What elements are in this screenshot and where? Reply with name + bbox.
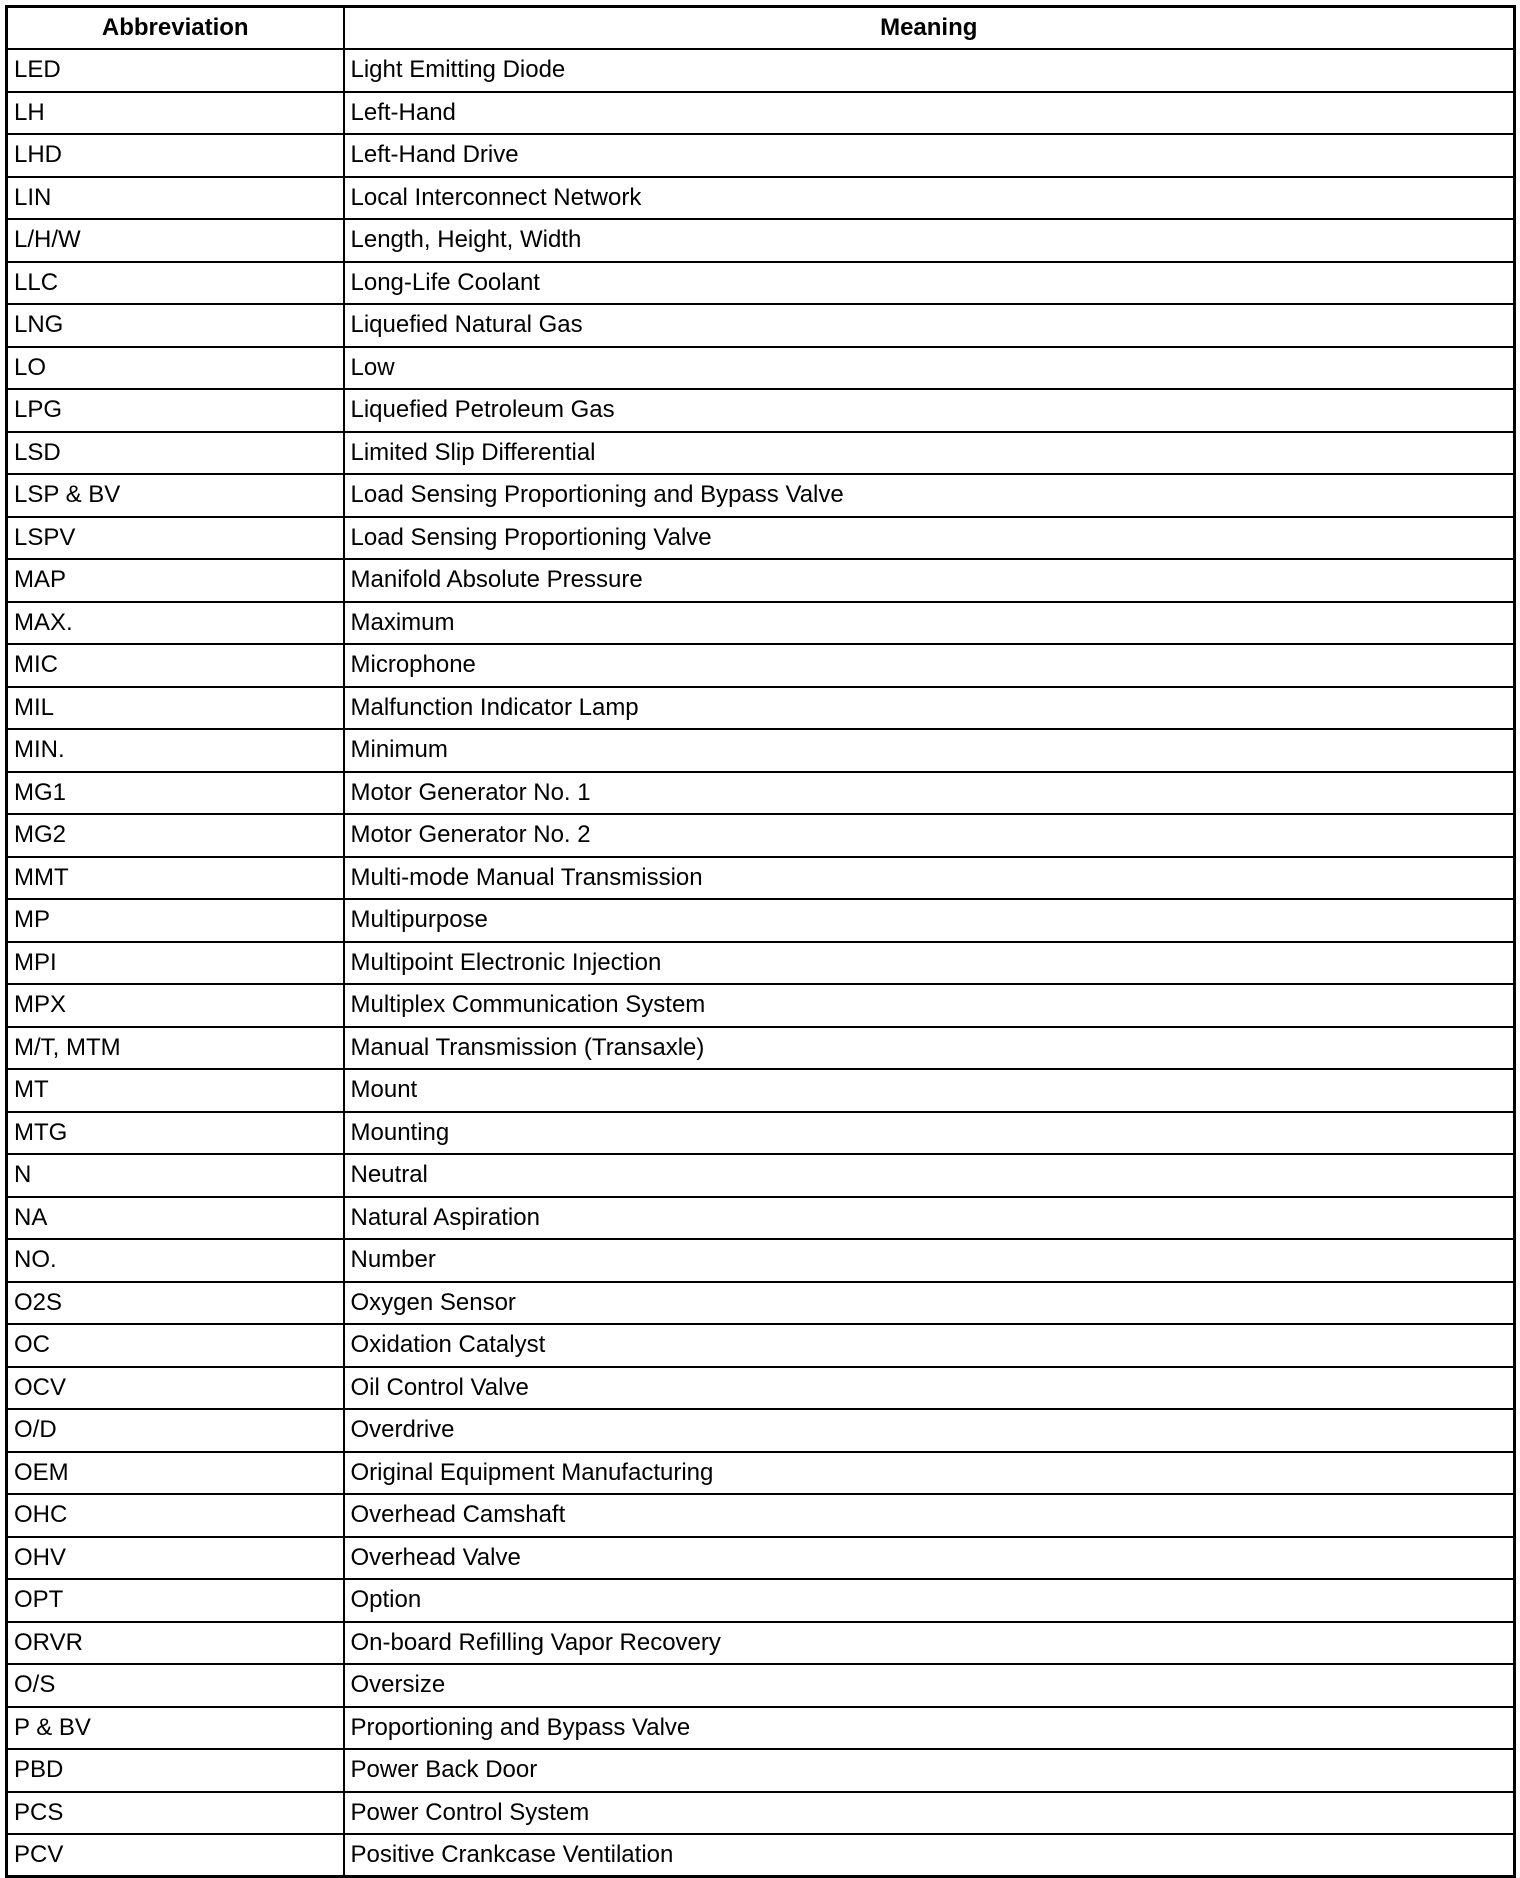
abbreviation-cell: LHD bbox=[7, 134, 344, 177]
table-row bbox=[7, 984, 1515, 1027]
table-row bbox=[7, 814, 1515, 857]
table-row bbox=[7, 1579, 1515, 1622]
abbreviation-table bbox=[5, 5, 1516, 1878]
meaning-cell: Maximum bbox=[344, 602, 1515, 645]
table-row bbox=[7, 1282, 1515, 1325]
abbreviation-cell: MPX bbox=[7, 984, 344, 1027]
table-row bbox=[7, 644, 1515, 687]
meaning-cell: Multiplex Communication System bbox=[344, 984, 1515, 1027]
table-row bbox=[7, 474, 1515, 517]
abbreviation-cell: ORVR bbox=[7, 1622, 344, 1665]
abbreviation-cell: OHV bbox=[7, 1537, 344, 1580]
abbreviation-cell: MIC bbox=[7, 644, 344, 687]
table-row bbox=[7, 347, 1515, 390]
table-row bbox=[7, 857, 1515, 900]
table-body bbox=[7, 49, 1515, 1877]
table-row bbox=[7, 1452, 1515, 1495]
abbreviation-cell: M/T, MTM bbox=[7, 1027, 344, 1070]
table-row bbox=[7, 304, 1515, 347]
meaning-cell: Left-Hand Drive bbox=[344, 134, 1515, 177]
table-row bbox=[7, 1622, 1515, 1665]
abbreviation-cell: MAP bbox=[7, 559, 344, 602]
abbreviation-cell: PCS bbox=[7, 1792, 344, 1835]
abbreviation-cell: MTG bbox=[7, 1112, 344, 1155]
meaning-cell: Motor Generator No. 2 bbox=[344, 814, 1515, 857]
meaning-cell: On-board Refilling Vapor Recovery bbox=[344, 1622, 1515, 1665]
abbreviation-cell: LED bbox=[7, 49, 344, 92]
meaning-cell: Length, Height, Width bbox=[344, 219, 1515, 262]
table-row bbox=[7, 432, 1515, 475]
meaning-cell: Local Interconnect Network bbox=[344, 177, 1515, 220]
table-row bbox=[7, 1154, 1515, 1197]
abbreviation-cell: MIL bbox=[7, 687, 344, 730]
meaning-cell: Low bbox=[344, 347, 1515, 390]
table-row bbox=[7, 1494, 1515, 1537]
abbreviation-cell: MAX. bbox=[7, 602, 344, 645]
meaning-cell: Oil Control Valve bbox=[344, 1367, 1515, 1410]
table-row bbox=[7, 177, 1515, 220]
meaning-cell: Multipurpose bbox=[344, 899, 1515, 942]
abbreviation-cell: LH bbox=[7, 92, 344, 135]
abbreviation-cell: P & BV bbox=[7, 1707, 344, 1750]
table-row bbox=[7, 49, 1515, 92]
meaning-cell: Positive Crankcase Ventilation bbox=[344, 1834, 1515, 1877]
table-row bbox=[7, 1707, 1515, 1750]
meaning-cell: Light Emitting Diode bbox=[344, 49, 1515, 92]
table-row bbox=[7, 1749, 1515, 1792]
meaning-cell: Overhead Camshaft bbox=[344, 1494, 1515, 1537]
meaning-cell: Motor Generator No. 1 bbox=[344, 772, 1515, 815]
column-header-meaning: Meaning bbox=[344, 7, 1515, 50]
table-header-row bbox=[7, 7, 1515, 50]
abbreviation-cell: PBD bbox=[7, 1749, 344, 1792]
meaning-cell: Oversize bbox=[344, 1664, 1515, 1707]
meaning-cell: Overdrive bbox=[344, 1409, 1515, 1452]
table-row bbox=[7, 942, 1515, 985]
abbreviation-cell: N bbox=[7, 1154, 344, 1197]
abbreviation-cell: MIN. bbox=[7, 729, 344, 772]
abbreviation-cell: MPI bbox=[7, 942, 344, 985]
abbreviation-cell: MT bbox=[7, 1069, 344, 1112]
abbreviation-cell: O2S bbox=[7, 1282, 344, 1325]
meaning-cell: Minimum bbox=[344, 729, 1515, 772]
abbreviation-cell: LO bbox=[7, 347, 344, 390]
meaning-cell: Liquefied Petroleum Gas bbox=[344, 389, 1515, 432]
abbreviation-cell: PCV bbox=[7, 1834, 344, 1877]
column-header-abbreviation: Abbreviation bbox=[7, 7, 344, 50]
meaning-cell: Original Equipment Manufacturing bbox=[344, 1452, 1515, 1495]
table-row bbox=[7, 559, 1515, 602]
table-row bbox=[7, 1324, 1515, 1367]
meaning-cell: Mounting bbox=[344, 1112, 1515, 1155]
abbreviation-cell: OEM bbox=[7, 1452, 344, 1495]
table-row bbox=[7, 1792, 1515, 1835]
abbreviation-cell: MMT bbox=[7, 857, 344, 900]
table-row bbox=[7, 1834, 1515, 1877]
abbreviation-cell: O/D bbox=[7, 1409, 344, 1452]
table-row bbox=[7, 1239, 1515, 1282]
meaning-cell: Power Back Door bbox=[344, 1749, 1515, 1792]
abbreviation-cell: MG1 bbox=[7, 772, 344, 815]
table-row bbox=[7, 262, 1515, 305]
meaning-cell: Natural Aspiration bbox=[344, 1197, 1515, 1240]
meaning-cell: Malfunction Indicator Lamp bbox=[344, 687, 1515, 730]
abbreviation-cell: O/S bbox=[7, 1664, 344, 1707]
table-row bbox=[7, 1112, 1515, 1155]
abbreviation-cell: LNG bbox=[7, 304, 344, 347]
table-row bbox=[7, 1367, 1515, 1410]
meaning-cell: Load Sensing Proportioning Valve bbox=[344, 517, 1515, 560]
meaning-cell: Multi-mode Manual Transmission bbox=[344, 857, 1515, 900]
table-row bbox=[7, 772, 1515, 815]
abbreviation-cell: LSD bbox=[7, 432, 344, 475]
table-row bbox=[7, 92, 1515, 135]
meaning-cell: Oxidation Catalyst bbox=[344, 1324, 1515, 1367]
table-row bbox=[7, 602, 1515, 645]
meaning-cell: Oxygen Sensor bbox=[344, 1282, 1515, 1325]
meaning-cell: Left-Hand bbox=[344, 92, 1515, 135]
table-row bbox=[7, 134, 1515, 177]
abbreviation-cell: LSP & BV bbox=[7, 474, 344, 517]
abbreviation-cell: OPT bbox=[7, 1579, 344, 1622]
abbreviation-cell: LIN bbox=[7, 177, 344, 220]
meaning-cell: Manual Transmission (Transaxle) bbox=[344, 1027, 1515, 1070]
meaning-cell: Load Sensing Proportioning and Bypass Valve bbox=[344, 474, 1515, 517]
abbreviation-cell: LLC bbox=[7, 262, 344, 305]
abbreviation-cell: LPG bbox=[7, 389, 344, 432]
meaning-cell: Power Control System bbox=[344, 1792, 1515, 1835]
abbreviation-cell: L/H/W bbox=[7, 219, 344, 262]
abbreviation-cell: OC bbox=[7, 1324, 344, 1367]
table-row bbox=[7, 1027, 1515, 1070]
abbreviation-cell: NO. bbox=[7, 1239, 344, 1282]
meaning-cell: Proportioning and Bypass Valve bbox=[344, 1707, 1515, 1750]
meaning-cell: Liquefied Natural Gas bbox=[344, 304, 1515, 347]
table-row bbox=[7, 1664, 1515, 1707]
meaning-cell: Limited Slip Differential bbox=[344, 432, 1515, 475]
table-row bbox=[7, 729, 1515, 772]
table-row bbox=[7, 899, 1515, 942]
abbreviation-cell: MG2 bbox=[7, 814, 344, 857]
abbreviation-table-container bbox=[5, 5, 1513, 1878]
meaning-cell: Neutral bbox=[344, 1154, 1515, 1197]
meaning-cell: Long-Life Coolant bbox=[344, 262, 1515, 305]
table-row bbox=[7, 687, 1515, 730]
table-row bbox=[7, 517, 1515, 560]
meaning-cell: Microphone bbox=[344, 644, 1515, 687]
table-row bbox=[7, 1537, 1515, 1580]
meaning-cell: Option bbox=[344, 1579, 1515, 1622]
table-row bbox=[7, 389, 1515, 432]
meaning-cell: Number bbox=[344, 1239, 1515, 1282]
meaning-cell: Multipoint Electronic Injection bbox=[344, 942, 1515, 985]
abbreviation-cell: NA bbox=[7, 1197, 344, 1240]
meaning-cell: Mount bbox=[344, 1069, 1515, 1112]
meaning-cell: Manifold Absolute Pressure bbox=[344, 559, 1515, 602]
meaning-cell: Overhead Valve bbox=[344, 1537, 1515, 1580]
table-row bbox=[7, 1197, 1515, 1240]
abbreviation-cell: LSPV bbox=[7, 517, 344, 560]
table-row bbox=[7, 219, 1515, 262]
abbreviation-cell: OCV bbox=[7, 1367, 344, 1410]
abbreviation-cell: OHC bbox=[7, 1494, 344, 1537]
table-row bbox=[7, 1069, 1515, 1112]
abbreviation-cell: MP bbox=[7, 899, 344, 942]
table-row bbox=[7, 1409, 1515, 1452]
